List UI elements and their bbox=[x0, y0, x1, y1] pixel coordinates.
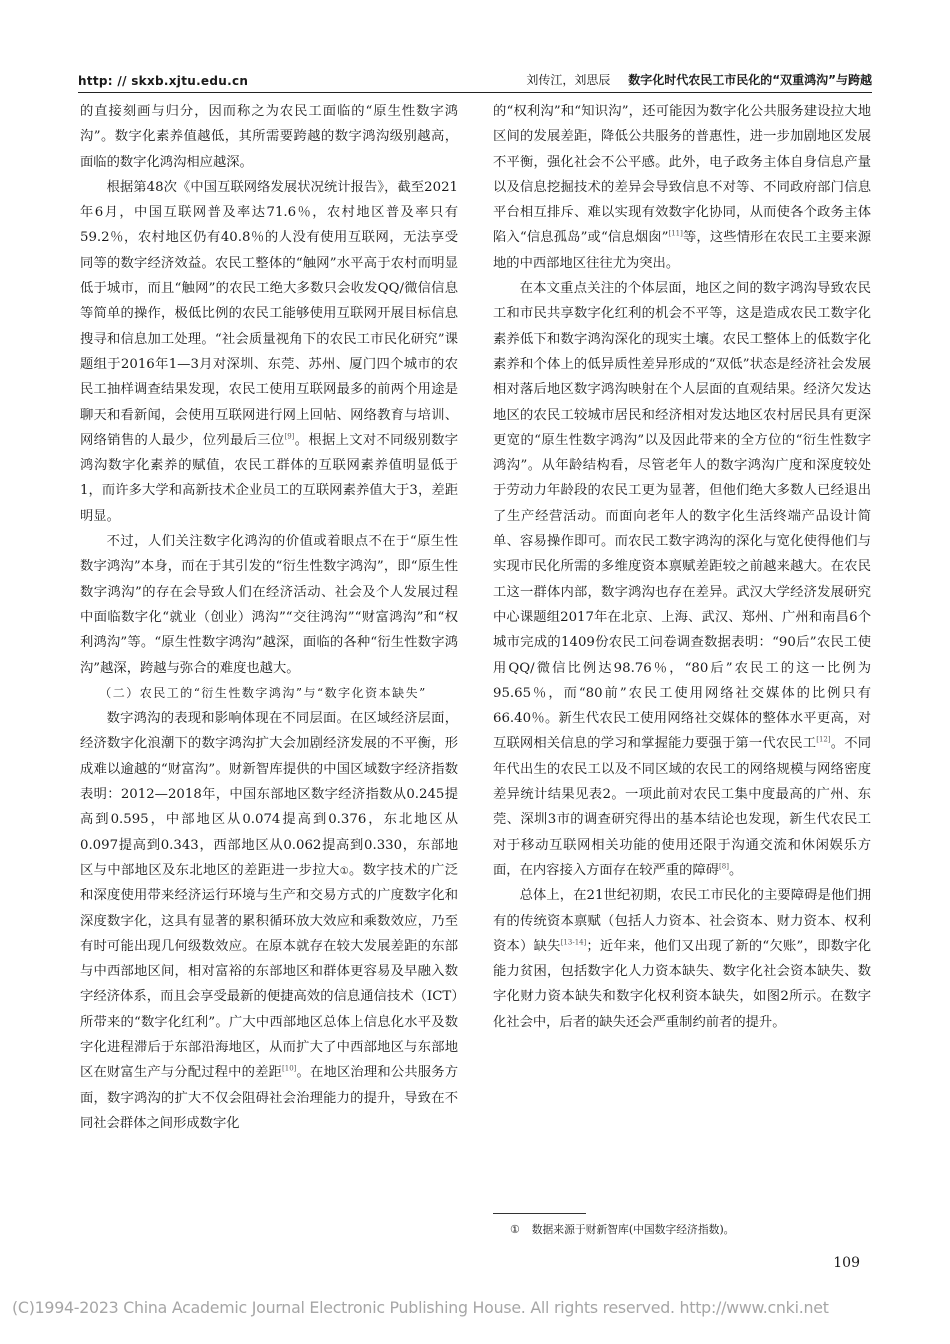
paragraph bbox=[493, 99, 871, 276]
citation-ref[interactable]: [9] bbox=[284, 432, 295, 441]
paragraph-text: 在本文重点关注的个体层面，地区之间的数字鸿沟导致农民工和市民共享数字化红利的机会不平等，这是造成农民工数字化素养低下和数字鸿沟深化的现实土壤。农民工整体上的低数字化素养和个体上的低异质性差异形成的“双低”状态是经济社会发展相对落后地区数字鸿沟映射在个人层面的直观结果。经济欠发达地区的农民工较城市居民和经济相对发达地区农村居民具有更深更宽的“原生性数字鸿沟”以及因此带来的全方位的“衍生性数字鸿沟”。从年龄结构看，尽管老年人的数字鸿沟广度和深度较处于劳动力年龄段的农民工更为显著，但他们绝大多数人已经退出了生产经营活动。而面向老年人的数字化生活终端产品设计简单、容易操作即可。而农民工数字鸿沟的深化与宽化使得他们与实现市民化所需的多维度资本禀赋差距较之前越来越大。在农民工这一群体内部，数字鸿沟也存在差异。武汉大学经济发展研究中心课题组2017年在北京、上海、武汉、郑州、广州和南昌6个城市完成的1409份农民工问卷调查数据表明：“90后”农民工使用QQ/微信比例达98.76％，“80后”农民工的这一比例为95.65％，而“80前”农民工使用网络社交媒体的比例只有66.40％。新生代农民工使用网络社交媒体的整体水平更高，对互联网相关信息的学习和掌握能力要强于第一代农民工 bbox=[493, 281, 871, 752]
paragraph bbox=[80, 175, 458, 529]
footnote-mark: ① bbox=[510, 1223, 520, 1236]
paragraph-text: ；近年来，他们又出现了新的“欠账”，即数字化能力贫困，包括数字化人力资本缺失、数字化社会资本缺失、数字化财力资本缺失和数字化权利资本缺失，如图2所示。在数字化社会中，后者的缺失还会严重制约前者的提升。 bbox=[493, 938, 871, 1030]
paragraph-text: 。在地区治理和公共服务方面，数字鸿沟的扩大不仅会阻碍社会治理能力的提升，导致在不同社会群体之间形成数字化 bbox=[80, 1065, 459, 1131]
header-authors: 刘传江，刘思辰 bbox=[526, 73, 611, 87]
left-column bbox=[80, 99, 458, 1136]
paragraph-text: 的“权利沟”和“知识沟”，还可能因为数字化公共服务建设拉大地区间的发展差距，降低公共服务的普惠性，进一步加剧地区发展不平衡，强化社会不公平感。此外，电子政务主体自身信息产量以及信息挖掘技术的差异会导致信息不对等、不同政府部门信息平台相互排斥、难以实现有效数字化协同，从而使各个政务主体陷入“信息孤岛”或“信息烟囱” bbox=[493, 104, 871, 246]
right-column bbox=[493, 99, 871, 1035]
header-right bbox=[526, 71, 872, 88]
paragraph bbox=[493, 883, 871, 1035]
running-header bbox=[78, 70, 872, 93]
copyright-watermark: (C)1994-2023 China Academic Journal Electronic Publishing House. All rights reserved. http://www.cnki.net bbox=[12, 1298, 829, 1317]
footnote-marker[interactable]: ① bbox=[339, 865, 350, 877]
citation-ref[interactable]: [11] bbox=[668, 230, 683, 239]
header-title: 数字化时代农民工市民化的“双重鸿沟”与跨越 bbox=[628, 73, 872, 87]
paragraph-text: 数字鸿沟的表现和影响体现在不同层面。在区域经济层面，经济数字化浪潮下的数字鸿沟扩大会加剧经济发展的不平衡，形成难以逾越的“财富沟”。财新智库提供的中国区域数字经济指数表明：2012—2018年，中国东部地区数字经济指数从0.245提高到0.595，中部地区从0.074提高到0.376，东北地区从0.097提高到0.343，西部地区从0.062提高到0.330，东部地区与中部地区及东北地区的差距进一步拉大 bbox=[80, 711, 458, 878]
paragraph-text: 。根据上文对不同级别数字鸿沟数字化素养的赋值，农民工群体的互联网素养值明显低于1，而许多大学和高新技术企业员工的互联网素养值大于3，差距明显。 bbox=[80, 432, 459, 524]
section-heading: （二）农民工的“衍生性数字鸿沟”与“数字化资本缺失” bbox=[99, 685, 427, 700]
paragraph-text: 等，这些情形在农民工主要来源地的中西部地区往往尤为突出。 bbox=[493, 230, 871, 271]
paragraph-text: 总体上，在21世纪初期，农民工市民化的主要障碍是他们拥有的传统资本禀赋（包括人力资本、社会资本、财力资本、权利资本）缺失 bbox=[493, 888, 871, 954]
footnote bbox=[510, 1222, 734, 1237]
paragraph: 的直接刻画与归分，因而称之为农民工面临的“原生性数字鸿沟”。数字化素养值越低，其所需要跨越的数字鸿沟级别越高，面临的数字化鸿沟相应越深。 bbox=[80, 104, 458, 170]
journal-url[interactable]: http: // skxb.xjtu.edu.cn bbox=[78, 74, 249, 88]
paragraph-text: 。数字技术的广泛和深度使用带来经济运行环境与生产和交易方式的广度数字化和深度数字化，这具有显著的累积循环放大效应和乘数效应，乃至有时可能出现几何级数效应。在原本就存在较大发展差距的东部与中西部地区间，相对富裕的东部地区和群体更容易及早融入数字经济体系，而且会享受最新的便捷高效的信息通信技术（ICT）所带来的“数字化红利”。广大中西部地区总体上信息化水平及数字化进程滞后于东部沿海地区，从而扩大了中西部地区与东部地区在财富生产与分配过程中的差距 bbox=[80, 862, 459, 1081]
paragraph-text: 根据第48次《中国互联网络发展状况统计报告》，截至2021年6月，中国互联网普及率达71.6％，农村地区普及率只有59.2％，农村地区仍有40.8％的人没有使用互联网，无法享受同等的数字经济效益。农民工整体的“触网”水平高于农村而明显低于城市，而且“触网”的农民工绝大多数只会收发QQ/微信信息等简单的操作，极低比例的农民工能够使用互联网开展目标信息搜寻和信息加工处理。“社会质量视角下的农民工市民化研究”课题组于2016年1—3月对深圳、东莞、苏州、厦门四个城市的农民工抽样调查结果发现，农民工使用互联网最多的前两个用途是聊天和看新闻，会使用互联网进行网上回帖、网络教育与培训、网络销售的人最少，位列最后三位 bbox=[80, 179, 458, 448]
citation-ref[interactable]: [8] bbox=[719, 862, 729, 871]
paragraph bbox=[80, 706, 458, 1136]
paragraph-text: 。不同年代出生的农民工以及不同区域的农民工的网络规模与网络密度差异统计结果见表2。一项此前对农民工集中度最高的广州、东莞、深圳3市的调查研究得出的基本结论也发现，新生代农民工对于移动互联网相关功能的使用还限于沟通交流和休闲娱乐方面，在内容接入方面存在较严重的障碍 bbox=[493, 736, 872, 878]
citation-ref[interactable]: [13-14] bbox=[560, 938, 587, 947]
page-number: 109 bbox=[833, 1255, 860, 1271]
citation-ref[interactable]: [10] bbox=[282, 1064, 297, 1073]
paragraph: 不过，人们关注数字化鸿沟的价值或着眼点不在于“原生性数字鸿沟”本身，而在于其引发的“衍生性数字鸿沟”，即“原生性数字鸿沟”的存在会导致人们在经济活动、社会及个人发展过程中面临数字化“就业（创业）鸿沟”“交往鸿沟”“财富鸿沟”和“权利鸿沟”等。“原生性数字鸿沟”越深，面临的各种“衍生性数字鸿沟”越深，跨越与弥合的难度也越大。 bbox=[80, 534, 458, 676]
footnote-divider bbox=[493, 1213, 586, 1214]
paragraph-text: 。 bbox=[728, 862, 743, 878]
footnote-text: 数据来源于财新智库(中国数字经济指数)。 bbox=[531, 1223, 735, 1236]
paragraph bbox=[493, 276, 871, 883]
citation-ref[interactable]: [12] bbox=[816, 736, 831, 744]
